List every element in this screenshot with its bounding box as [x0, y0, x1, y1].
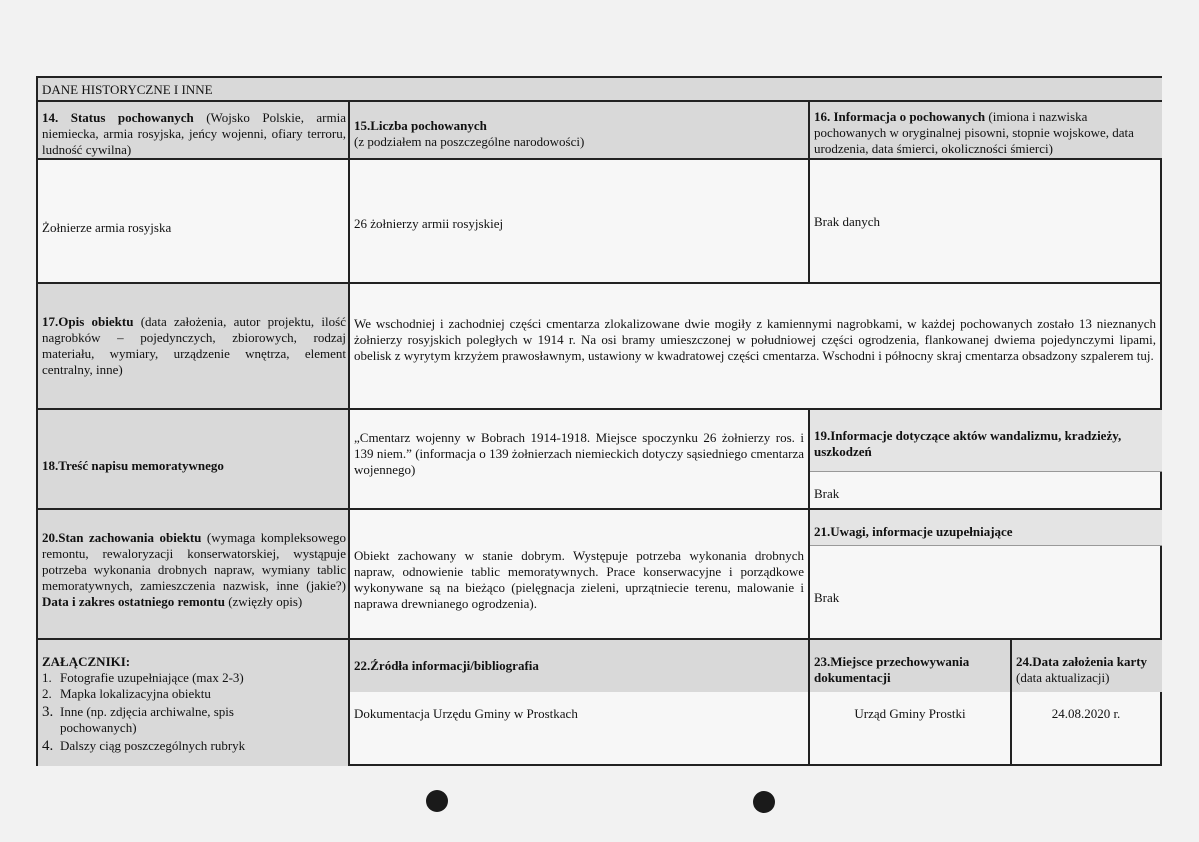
section-header — [38, 78, 1162, 102]
attachments-cell — [38, 640, 350, 766]
field-24-desc: (data aktualizacji) — [1016, 670, 1110, 685]
field-20-label: 20.Stan zachowania obiektu — [42, 530, 202, 545]
attachment-item: 4. Dalszy ciąg poszczególnych rubryk — [42, 738, 246, 754]
field-20-desc: (wymaga kompleksowego remontu, rewaloryzacji konserwatorskiej, wystąpuje potrzeba wykonania drobnych napraw, wymiany tablic memoratywnych, zamieszczenia nazwisk, inne (jakie?) — [42, 530, 346, 593]
punch-hole-right — [753, 791, 775, 813]
field-14-label: 14. Status pochowanych — [42, 110, 194, 125]
field-19-value-cell — [810, 472, 1162, 510]
field-16-desc: (imiona i nazwiska pochowanych w oryginalnej pisowni, stopnie wojskowe, data urodzenia, data śmierci, okoliczności śmierci) — [814, 109, 1134, 156]
field-21-value-cell — [810, 546, 1162, 640]
field-17-desc: (data założenia, autor projektu, ilość nagrobków – pojedynczych, zbiorowych, rodzaj materiału, wymiary, urządzenie wnętrza, element centralny, inne) — [42, 314, 346, 377]
field-16-header — [810, 102, 1162, 160]
field-19-value: Brak — [814, 486, 840, 501]
field-23-label: 23.Miejsce przechowywania dokumentacji — [814, 654, 970, 685]
record-card-table — [36, 76, 1162, 766]
field-17-value: We wschodniej i zachodniej części cmentarza zlokalizowane dwie mogiły z kamiennymi nagrobkami, w każdej pochowanych zostało 13 nieznanych żołnierzy rosyjskich poległych w 1914 r. Na osi bramy umieszczonej w południowej części ogrodzenia, flankowanej dwiema pojedynczymi lipami, obelisk z wyrytym krzyżem prawosławnym, ustawiony w kwadratowej części cmentarza. Wschodni i północny skraj cmentarza obsadzony szpalerem tuj. — [354, 316, 1156, 363]
field-24-value: 24.08.2020 r. — [1051, 706, 1121, 721]
field-21-header — [810, 510, 1162, 546]
attachment-item: 2. Mapka lokalizacyjna obiektu — [42, 686, 211, 701]
field-14-value: Żołnierze armia rosyjska — [42, 220, 172, 235]
punch-hole-left — [426, 790, 448, 812]
field-21-value: Brak — [814, 590, 840, 605]
field-17-value-cell — [350, 284, 1162, 410]
attachment-item: 3. Inne (np. zdjęcia archiwalne, spis pochowanych) — [42, 704, 234, 735]
field-15-label: 15.Liczba pochowanych — [354, 118, 487, 133]
field-23-value: Urząd Gminy Prostki — [854, 706, 966, 721]
field-14-value-cell — [38, 160, 350, 284]
field-16-value: Brak danych — [814, 214, 881, 229]
field-23-value-cell — [810, 692, 1012, 766]
field-19-label: 19.Informacje dotyczące aktów wandalizmu, kradzieży, uszkodzeń — [814, 428, 1122, 459]
field-22-value-cell — [350, 692, 810, 766]
field-24-label: 24.Data założenia karty — [1016, 654, 1148, 669]
field-20-header — [38, 510, 350, 640]
field-14-header — [38, 102, 350, 160]
section-title: DANE HISTORYCZNE I INNE — [42, 82, 213, 97]
field-20-value: Obiekt zachowany w stanie dobrym. Występuje potrzeba wykonania drobnych napraw, odnowienie tablic memoratywnych. Prace konserwacyjne i porządkowe wykonywane są na bieżąco (pielęgnacja zieleni, uprzątniecie terenu, malowanie i naprawa drewnianego ogrodzenia). — [354, 548, 804, 611]
field-15-value-cell — [350, 160, 810, 284]
field-20-value-cell — [350, 510, 810, 640]
field-22-header — [350, 640, 810, 692]
field-16-value-cell — [810, 160, 1162, 284]
field-20-label-2: Data i zakres ostatniego remontu — [42, 594, 225, 609]
field-19-header — [810, 410, 1162, 472]
field-15-header — [350, 102, 810, 160]
field-20-desc-2: (zwięzły opis) — [224, 594, 303, 609]
field-22-value: Dokumentacja Urzędu Gminy w Prostkach — [354, 706, 578, 721]
attachments-list — [42, 670, 342, 754]
attachment-item: 1. Fotografie uzupełniające (max 2-3) — [42, 670, 244, 685]
field-23-header — [810, 640, 1012, 692]
field-14-desc: (Wojsko Polskie, armia niemiecka, armia rosyjska, jeńcy wojenni, ofiary terroru, ludność cywilna) — [42, 110, 347, 157]
field-18-value-cell — [350, 410, 810, 510]
field-17-header — [38, 284, 350, 410]
field-17-label: 17.Opis obiektu — [42, 314, 134, 329]
field-18-label: 18.Treść napisu memoratywnego — [42, 458, 224, 473]
field-15-desc: (z podziałem na poszczególne narodowości) — [354, 134, 585, 149]
attachments-label: ZAŁĄCZNIKI: — [42, 654, 131, 669]
field-18-header — [38, 410, 350, 510]
field-15-value: 26 żołnierzy armii rosyjskiej — [354, 216, 504, 231]
field-24-value-cell — [1012, 692, 1162, 766]
field-18-value: „Cmentarz wojenny w Bobrach 1914-1918. Miejsce spoczynku 26 żołnierzy ros. i 139 niem.” (informacja o 139 żołnierzach niemieckich dotyczy sąsiedniego cmentarza wojennego) — [354, 430, 804, 477]
field-21-label: 21.Uwagi, informacje uzupełniające — [814, 524, 1013, 539]
field-16-label: 16. Informacja o pochowanych — [814, 109, 986, 124]
field-22-label: 22.Źródła informacji/bibliografia — [354, 658, 539, 673]
field-24-header — [1012, 640, 1162, 692]
